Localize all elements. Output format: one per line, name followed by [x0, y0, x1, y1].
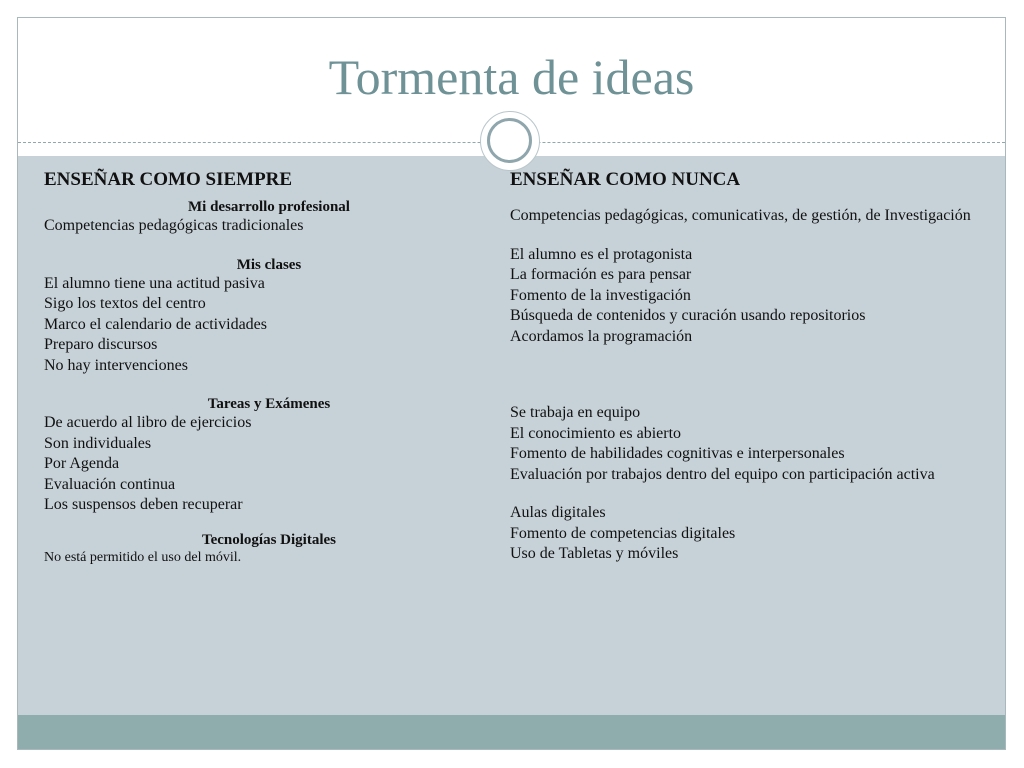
list-item: Marco el calendario de actividades	[44, 315, 267, 333]
list-item: El alumno es el protagonista	[510, 245, 693, 263]
list-item: Sigo los textos del centro	[44, 295, 206, 312]
list-item: Preparo discursos	[44, 336, 158, 353]
right-group-clases	[510, 245, 980, 348]
list-item: Los suspensos deben recuperar	[44, 496, 243, 513]
right-group-tecnologias	[510, 503, 980, 565]
list-item: Búsqueda de contenidos y curación usando repositorios	[510, 307, 866, 324]
list-item: Competencias pedagógicas tradicionales	[44, 217, 304, 234]
list-item: Se trabaja en equipo	[510, 404, 641, 421]
circle-ring	[487, 118, 532, 163]
right-group-competencias	[510, 206, 980, 227]
left-column	[44, 168, 494, 567]
list-item: Competencias pedagógicas, comunicativas, de gestión, de Investigación	[510, 207, 971, 224]
slide-title: Tormenta de ideas	[328, 49, 695, 105]
right-group-tareas	[510, 403, 980, 485]
list-item: Evaluación por trabajos dentro del equipo con participación activa	[510, 465, 935, 483]
list-item: Acordamos la programación	[510, 327, 693, 345]
right-column	[510, 168, 980, 565]
left-subtitle-tecnologias: Tecnologías Digitales	[201, 531, 337, 548]
list-item: Fomento de competencias digitales	[510, 524, 736, 542]
list-item: Fomento de la investigación	[510, 286, 691, 304]
list-item: Por Agenda	[44, 455, 120, 472]
list-item: Fomento de habilidades cognitivas e interpersonales	[510, 445, 845, 462]
list-item: El conocimiento es abierto	[510, 424, 682, 442]
left-heading: ENSEÑAR COMO SIEMPRE	[44, 169, 293, 190]
list-item: Uso de Tabletas y móviles	[510, 545, 679, 562]
list-item: No hay intervenciones	[44, 356, 188, 374]
footer-band	[18, 715, 1005, 749]
list-item: La formación es para pensar	[510, 266, 692, 283]
left-subtitle-clases: Mis clases	[236, 256, 302, 273]
left-subtitle-tareas: Tareas y Exámenes	[207, 396, 331, 412]
list-item: El alumno tiene una actitud pasiva	[44, 274, 265, 292]
circle-ornament-icon	[480, 111, 540, 171]
list-item: De acuerdo al libro de ejercicios	[44, 414, 252, 431]
list-item: Son individuales	[44, 434, 152, 452]
list-item: No está permitido el uso del móvil.	[44, 549, 242, 565]
list-item: Aulas digitales	[510, 504, 606, 521]
list-item: Evaluación continua	[44, 475, 176, 493]
left-subtitle-desarrollo: Mi desarrollo profesional	[188, 199, 350, 215]
right-heading: ENSEÑAR COMO NUNCA	[510, 169, 741, 190]
